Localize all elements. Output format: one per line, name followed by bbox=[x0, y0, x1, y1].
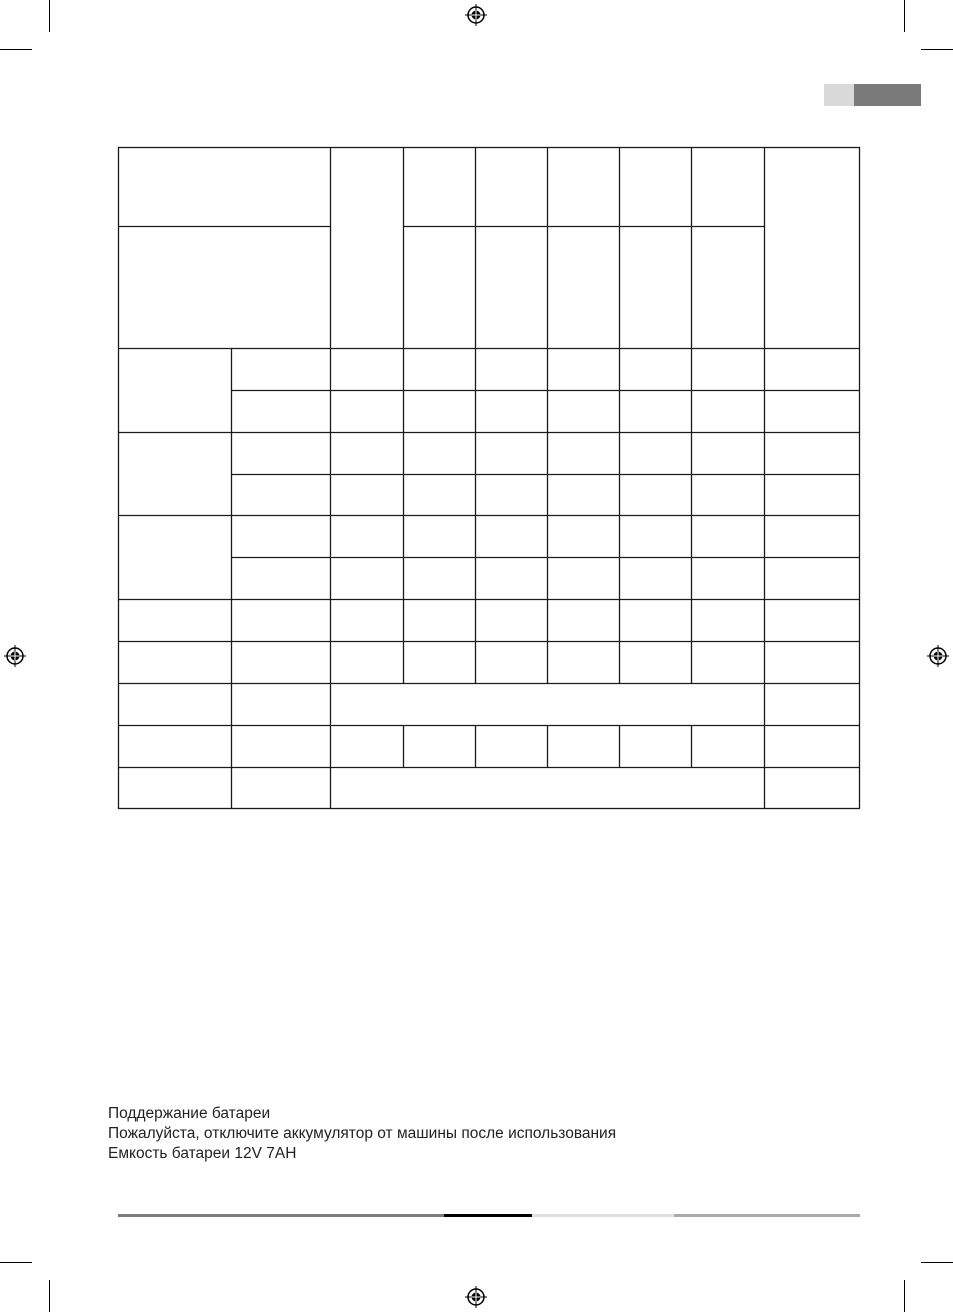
footer-bar-segment-4 bbox=[674, 1214, 860, 1217]
footer-bar-segment-3 bbox=[532, 1214, 674, 1217]
battery-notes bbox=[108, 1104, 616, 1164]
spec-table-lines bbox=[118, 147, 860, 809]
battery-notes-line1: Пожалуйста, отключите аккумулятор от машины после использования bbox=[108, 1125, 617, 1142]
battery-notes-line2: Емкость батареи 12V 7AH bbox=[108, 1145, 297, 1162]
footer-bar-segment-1 bbox=[118, 1214, 444, 1217]
battery-notes-heading: Поддержание батареи bbox=[108, 1105, 271, 1122]
footer-bar-segment-2 bbox=[444, 1214, 532, 1217]
